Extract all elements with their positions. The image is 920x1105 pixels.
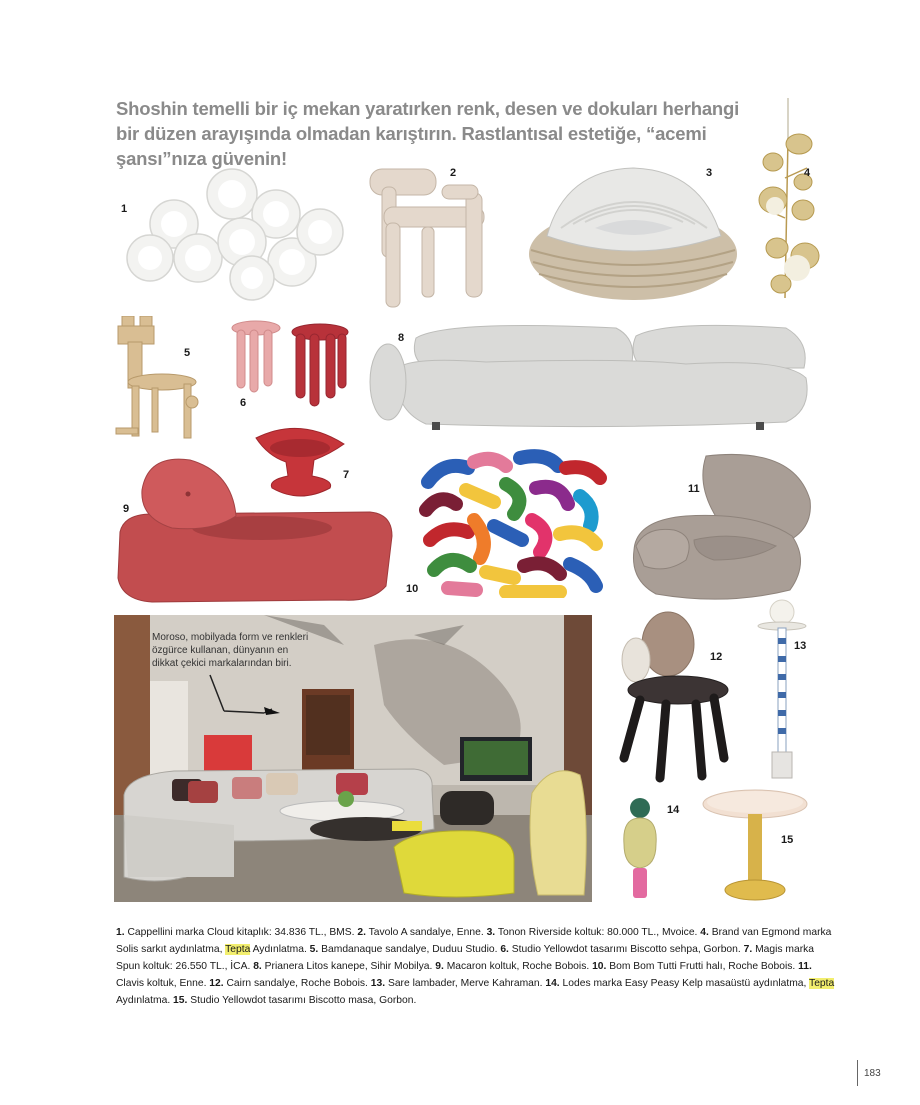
page-number: 183 (864, 1068, 881, 1079)
credit-text: Brand van Egmond marka Solis sarkıt aydınlatma, (116, 927, 832, 955)
item-number-4: 4 (804, 167, 811, 179)
credit-number: 8. (253, 961, 262, 972)
product-credits (116, 924, 836, 1009)
item-number-12: 12 (710, 651, 723, 663)
credit-number: 5. (309, 944, 319, 955)
credit-text: Cappellini marka Cloud kitaplık: 34.836 TL., BMS. (127, 927, 358, 938)
item-number-1: 1 (121, 203, 128, 215)
credit-number: 4. (700, 927, 709, 938)
solis-pendant-image (755, 98, 821, 308)
credit-text: Cairn sandalye, Roche Bobois. (226, 978, 371, 989)
credit-text: Lodes marka Easy Peasy Kelp masaüstü aydınlatma, (562, 978, 810, 989)
item-number-3: 3 (706, 167, 713, 179)
credit-number: 3. (486, 927, 496, 938)
credit-number: 11. (798, 961, 812, 972)
item-number-2: 2 (450, 167, 457, 179)
credit-number: 13. (370, 978, 386, 989)
item-number-15: 15 (781, 834, 794, 846)
credit-text: Aydınlatma. (250, 944, 310, 955)
credit-number: 6. (500, 944, 509, 955)
credit-text: Aydınlatma. (116, 995, 174, 1006)
cloud-bookshelf-image (112, 166, 352, 302)
credit-number: 2. (357, 927, 366, 938)
credit-text: Clavis koltuk, Enne. (116, 978, 210, 989)
tutti-frutti-rug-image (410, 448, 616, 598)
credit-text: Sare lambader, Merve Kahraman. (387, 978, 546, 989)
biscotto-side-tables-image (228, 318, 352, 410)
moroso-interior-photo (114, 615, 592, 902)
photo-caption: Moroso, mobilyada form ve renkleri özgürce kullanan, dünyanın en dikkat çekici markalarından biri. (152, 632, 309, 669)
credit-number: 9. (435, 961, 444, 972)
item-number-7: 7 (343, 469, 350, 481)
clavis-armchair-image (626, 450, 816, 602)
macaron-daybed-image (112, 452, 394, 604)
sare-floor-lamp-image (752, 598, 812, 782)
credit-text: Magis marka Spun koltuk: 26.550 TL., İCA. (116, 944, 815, 972)
item-number-9: 9 (123, 503, 130, 515)
riverside-armchair-image (525, 162, 740, 304)
credit-text: Macaron koltuk, Roche Bobois. (446, 961, 593, 972)
credit-number: 15. (173, 995, 188, 1006)
cairn-chair-image (614, 608, 732, 786)
item-number-6: 6 (240, 397, 247, 409)
credit-text: Studio Yellowdot tasarımı Biscotto masa, Gorbon. (190, 995, 417, 1006)
credit-text: Tonon Riverside koltuk: 80.000 TL., Mvoice. (497, 927, 701, 938)
easy-peasy-lamp-image (618, 796, 662, 902)
highlighted-brand: Tepta (809, 978, 835, 989)
tavolo-chair-image (362, 165, 492, 313)
item-number-14: 14 (667, 804, 680, 816)
credit-text: Bamdanaque sandalye, Duduu Studio. (321, 944, 501, 955)
litos-sofa-image (366, 318, 814, 432)
page-number-divider (857, 1060, 858, 1086)
credit-text: Studio Yellowdot tasarımı Biscotto sehpa, Gorbon. (511, 944, 744, 955)
credit-text: Tavolo A sandalye, Enne. (368, 927, 487, 938)
credit-number: 10. (592, 961, 607, 972)
credit-text: Bom Bom Tutti Frutti halı, Roche Bobois. (609, 961, 799, 972)
bamdanaque-chair-image (112, 316, 202, 446)
intro-text: Shoshin temelli bir iç mekan yaratırken renk, desen ve dokuları herhangi bir düzen arayışında olmadan karıştırın. Rastlantısal estetiğe, “acemi şansı”nıza güvenin! (116, 98, 740, 169)
item-number-8: 8 (398, 332, 405, 344)
item-number-10: 10 (406, 583, 419, 595)
credit-number: 12. (209, 978, 224, 989)
credit-text: Prianera Litos kanepe, Sihir Mobilya. (264, 961, 436, 972)
item-number-5: 5 (184, 347, 191, 359)
credit-number: 14. (545, 978, 560, 989)
item-number-13: 13 (794, 640, 807, 652)
item-number-11: 11 (688, 483, 700, 495)
highlighted-brand: Tepta (225, 944, 251, 955)
biscotto-table-image (700, 786, 810, 904)
credit-number: 1. (116, 927, 125, 938)
credit-number: 7. (743, 944, 753, 955)
